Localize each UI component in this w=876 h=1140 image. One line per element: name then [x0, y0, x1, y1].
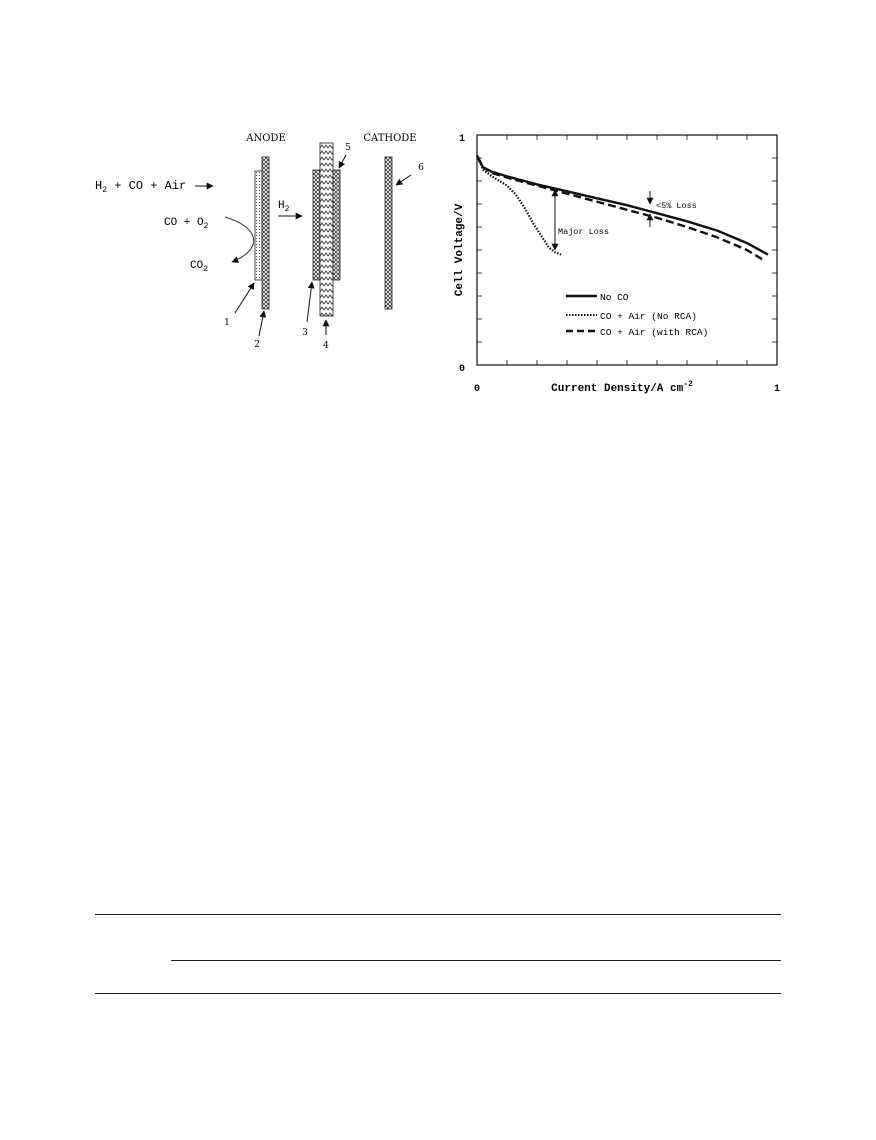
- layer-4-membrane: [320, 143, 333, 316]
- callout-4: 4: [323, 341, 329, 351]
- callout-6: 6: [418, 163, 424, 173]
- legend-label-no-co: No CO: [600, 292, 629, 303]
- co2-label: $CO_2$: [190, 260, 209, 274]
- layer-3-anode-catalyst: [313, 170, 320, 280]
- minor-loss-label: <5% Loss: [656, 201, 697, 211]
- callout-3-arrow: [307, 282, 312, 322]
- major-loss-label: Major Loss: [558, 227, 610, 237]
- table-mid-rule: [171, 960, 781, 961]
- callout-5-arrow: [339, 155, 346, 168]
- callout-5: 5: [345, 143, 351, 153]
- callout-2: 2: [254, 340, 260, 350]
- polarization-chart: [454, 134, 780, 395]
- x-tick-label-left: 0: [473, 384, 481, 395]
- feed-gas-label: $H_2$ + CO + Air: [95, 179, 187, 195]
- table-top-rule: [95, 914, 781, 915]
- co-reaction-path: [225, 217, 254, 262]
- y-axis-label: Cell Voltage/V: [454, 203, 466, 297]
- layer-5-cathode-catalyst: [333, 170, 340, 280]
- y-tick-label-top: 1: [458, 134, 466, 145]
- series-layer: [477, 156, 768, 260]
- co-o2-label: CO + $O_2$: [164, 217, 209, 231]
- callout-6-arrow: [396, 175, 411, 185]
- legend-label-with-rca: CO + Air (with RCA): [600, 327, 709, 338]
- callout-3: 3: [302, 328, 308, 338]
- anode-label: ANODE: [246, 133, 286, 144]
- callout-2-arrow: [259, 311, 264, 336]
- callout-1: 1: [224, 318, 230, 328]
- table-bottom-rule: [95, 993, 781, 994]
- series-line-3: [477, 156, 762, 260]
- y-tick-label-bottom: 0: [458, 364, 466, 375]
- layer-1-rca: [255, 171, 262, 280]
- legend-label-no-rca: CO + Air (No RCA): [600, 311, 697, 322]
- cell-schematic: [95, 133, 424, 351]
- legend: [566, 292, 708, 338]
- layer-6-cathode-gdl: [385, 157, 392, 309]
- layer-2-gas-diffusion: [262, 157, 269, 309]
- h2-label: $H_2$: [278, 200, 290, 214]
- cathode-label: CATHODE: [363, 133, 417, 144]
- callout-1-arrow: [235, 283, 254, 313]
- x-tick-label-right: 1: [773, 384, 781, 395]
- x-axis-label: Current Density/A $cm^{-2}$: [551, 380, 693, 395]
